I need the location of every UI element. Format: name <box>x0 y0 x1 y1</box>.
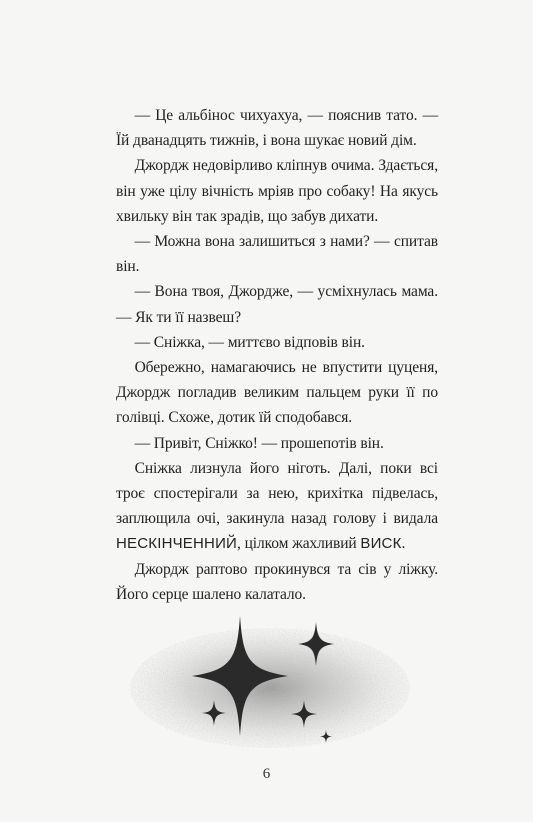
scream-caps-endless: НЕСКІНЧЕННИЙ <box>116 535 238 553</box>
paragraph-6: Обережно, намагаючись не впустити цуценя, Джордж погладив великим пальцем руки її по голівці. Схоже, дотик їй сподобався. <box>116 359 438 427</box>
scream-caps-squeal: ВИСК <box>360 535 402 553</box>
paragraph-5: — Сніжка, — миттєво відповів він. <box>134 333 365 351</box>
paragraph-2: Джордж недовірливо кліпнув очима. Здається, він уже цілу вічність мріяв про собаку! На якусь хвильку він так зрадів, що забув дихати. <box>116 157 438 225</box>
paragraph-3: — Можна вона залишиться з нами? — спитав він. <box>116 233 438 276</box>
scream-text-after: . <box>401 535 406 553</box>
paragraph-1: — Це альбінос чихуахуа, — пояснив тато. — Їй дванадцять тижнів, і вона шукає новий дім. <box>116 107 438 150</box>
paragraph-9: Джордж раптово прокинувся та сів у ліжку. Його серце шалено калатало. <box>116 560 438 603</box>
sparkle-stars-icon <box>120 608 420 758</box>
body-text <box>116 103 438 607</box>
scream-text-before: Сніжка лизнула його ніготь. Далі, поки всі троє спостерігали за нею, крихітка підвелась, заплющила очі, закинула назад голову і видала <box>116 459 438 528</box>
paragraph-8 <box>116 456 438 557</box>
paragraph-7: — Привіт, Сніжко! — прошепотів він. <box>134 434 384 452</box>
paragraph-4: — Вона твоя, Джордже, — усміхнулась мама. — Як ти її назвеш? <box>116 283 438 326</box>
page-number: 6 <box>262 766 271 782</box>
scream-text-middle: , цілком жахливий <box>237 535 361 553</box>
sparkle-grain <box>130 628 410 748</box>
